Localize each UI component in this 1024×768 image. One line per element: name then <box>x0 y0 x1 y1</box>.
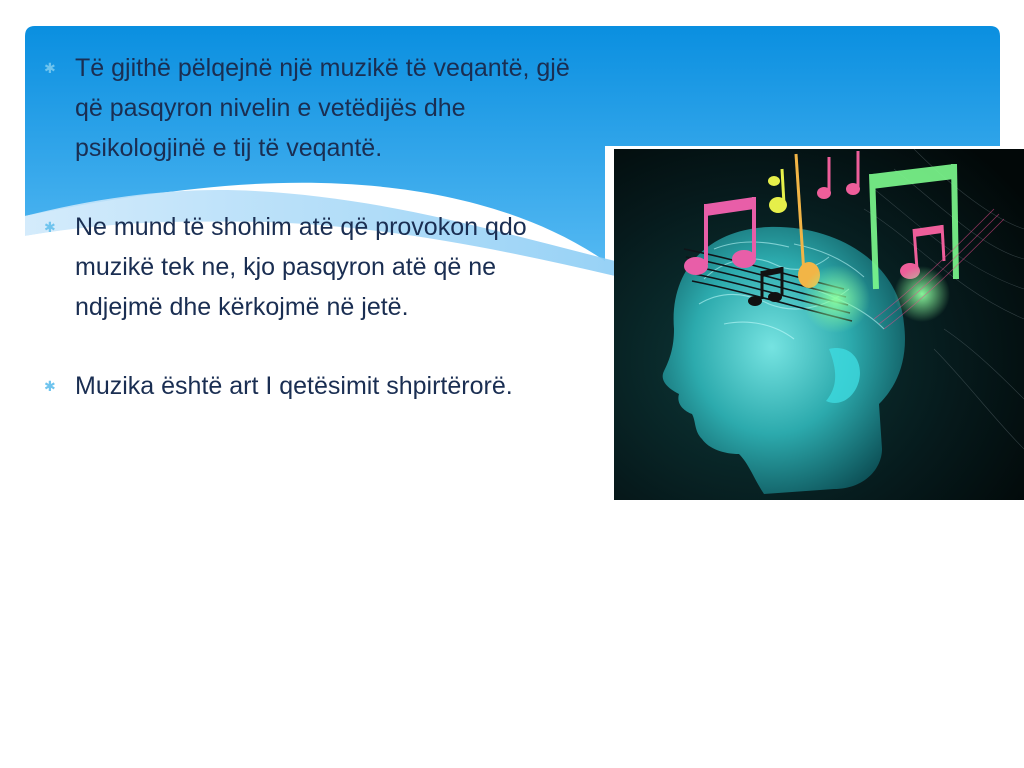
bullet-star-icon: ✱ <box>44 60 56 76</box>
bullet-text: Të gjithë pëlqejnë një muzikë të veqantë, gjë që pasqyron nivelin e vetëdijës dhe psikologjinë e tij të veqantë. <box>75 54 570 162</box>
bullet-item <box>44 207 584 327</box>
glass-head-with-music-notes-icon <box>614 149 1024 500</box>
bullet-item <box>44 366 584 406</box>
bullet-star-icon: ✱ <box>44 378 56 394</box>
bullet-list <box>44 48 584 445</box>
bullet-star-icon: ✱ <box>44 219 56 235</box>
bullet-item <box>44 48 584 168</box>
bullet-text: Ne mund të shohim atë që provokon qdo muzikë tek ne, kjo pasqyron atë që ne ndjejmë dhe kërkojmë në jetë. <box>75 213 527 321</box>
bullet-text: Muzika është art I qetësimit shpirtërorë. <box>75 372 513 400</box>
